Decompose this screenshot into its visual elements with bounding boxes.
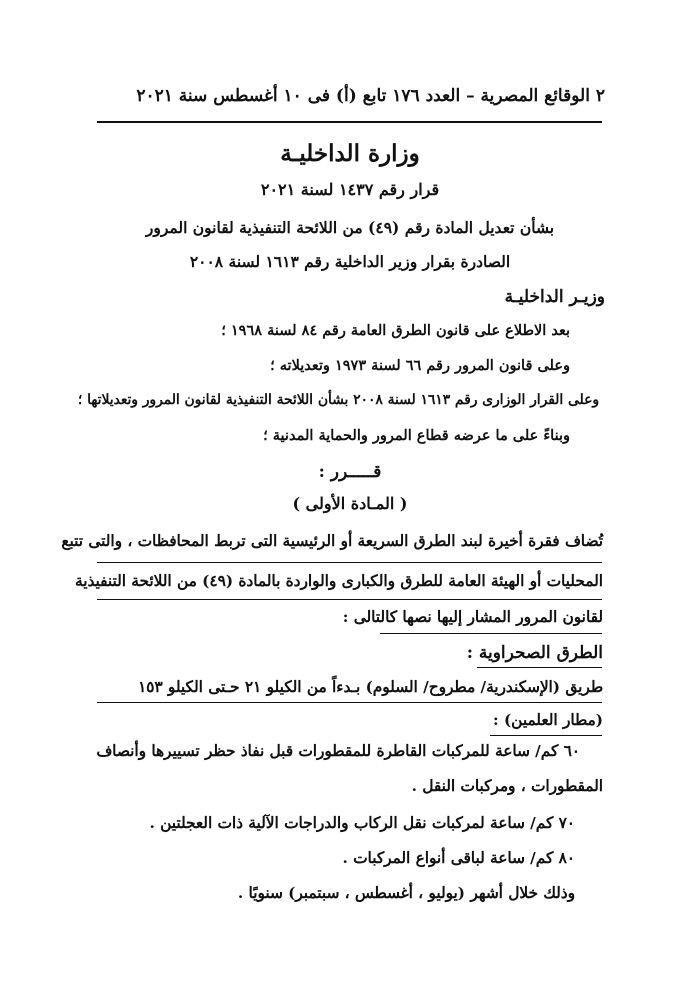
- alamein-airport: (مطار العلمين) :: [492, 711, 603, 729]
- decree-number: قرار رقم ١٤٣٧ لسنة ٢٠٢١: [260, 180, 440, 199]
- article-heading: ( المـادة الأولى ): [292, 494, 408, 513]
- preamble-paragraph-1: بعد الاطلاع على قانون الطرق العامة رقم ٨٤ لسنة ١٩٦٨ ؛: [221, 322, 570, 339]
- preamble-paragraph-2: وعلى قانون المرور رقم ٦٦ لسنة ١٩٧٣ وتعديلاته ؛: [270, 357, 570, 374]
- decree-subject-line-2: الصادرة بقرار وزير الداخلية رقم ١٦١٣ لسنة ٢٠٠٨: [189, 252, 511, 271]
- ministry-title: وزارة الداخليـة: [280, 140, 420, 167]
- seasonal-period: وذلك خلال أشهر (يوليو ، أغسطس ، سبتمبر) سنويًا .: [237, 884, 575, 902]
- preamble-paragraph-4: وبناءً على ما عرضه قطاع المرور والحماية المدنية ؛: [263, 427, 570, 444]
- header-divider: [97, 121, 602, 123]
- underline-6: [490, 735, 602, 736]
- speed-limit-60: ٦٠ كم/ ساعة للمركبات القاطرة للمقطورات قبل نفاذ حظر تسييرها وأنصاف: [96, 742, 580, 760]
- desert-roads-heading: الطرق الصحراوية :: [466, 643, 603, 663]
- article-text-line-1: تُضاف فقرة أخيرة لبند الطرق السريعة أو الرئيسية التى تربط المحافظات ، والتى تتبع: [61, 532, 603, 550]
- underline-4: [477, 667, 602, 668]
- road-description: طريق (الإسكندرية/ مطروح/ السلوم) بـدءاً من الكيلو ٢١ حـتى الكيلو ١٥٣: [137, 678, 603, 696]
- speed-limit-70: ٧٠ كم/ ساعة لمركبات نقل الركاب والدراجات الآلية ذات العجلتين .: [149, 814, 575, 832]
- article-text-line-3: لقانون المرور المشار إليها نصها كالتالى :: [342, 608, 603, 626]
- article-text-line-2: المحليات أو الهيئة العامة للطرق والكبارى والواردة بالمادة (٤٩) من اللائحة التنفيذية: [75, 572, 603, 590]
- preamble-paragraph-3: وعلى القرار الوزارى رقم ١٦١٣ لسنة ٢٠٠٨ بشأن اللائحة التنفيذية لقانون المرور وتعديلاتها ؛: [77, 392, 599, 408]
- underline-5: [97, 702, 602, 703]
- underline-1: [97, 562, 602, 563]
- decree-subject-line-1: بشأن تعديل المادة رقم (٤٩) من اللائحة التنفيذية لقانون المرور: [145, 218, 555, 237]
- decided-heading: قـــــرر :: [318, 462, 382, 482]
- underline-3: [380, 633, 602, 634]
- speed-limit-80: ٨٠ كم/ ساعة لباقى أنواع المركبات .: [342, 849, 575, 867]
- minister-heading: وزيـر الداخليـة: [504, 287, 605, 307]
- gazette-header: ٢ الوقائع المصرية – العدد ١٧٦ تابع (أ) فى ١٠ أغسطس سنة ٢٠٢١: [136, 86, 605, 106]
- speed-limit-60-continued: المقطورات ، ومركبات النقل .: [411, 777, 603, 795]
- underline-2: [97, 599, 602, 600]
